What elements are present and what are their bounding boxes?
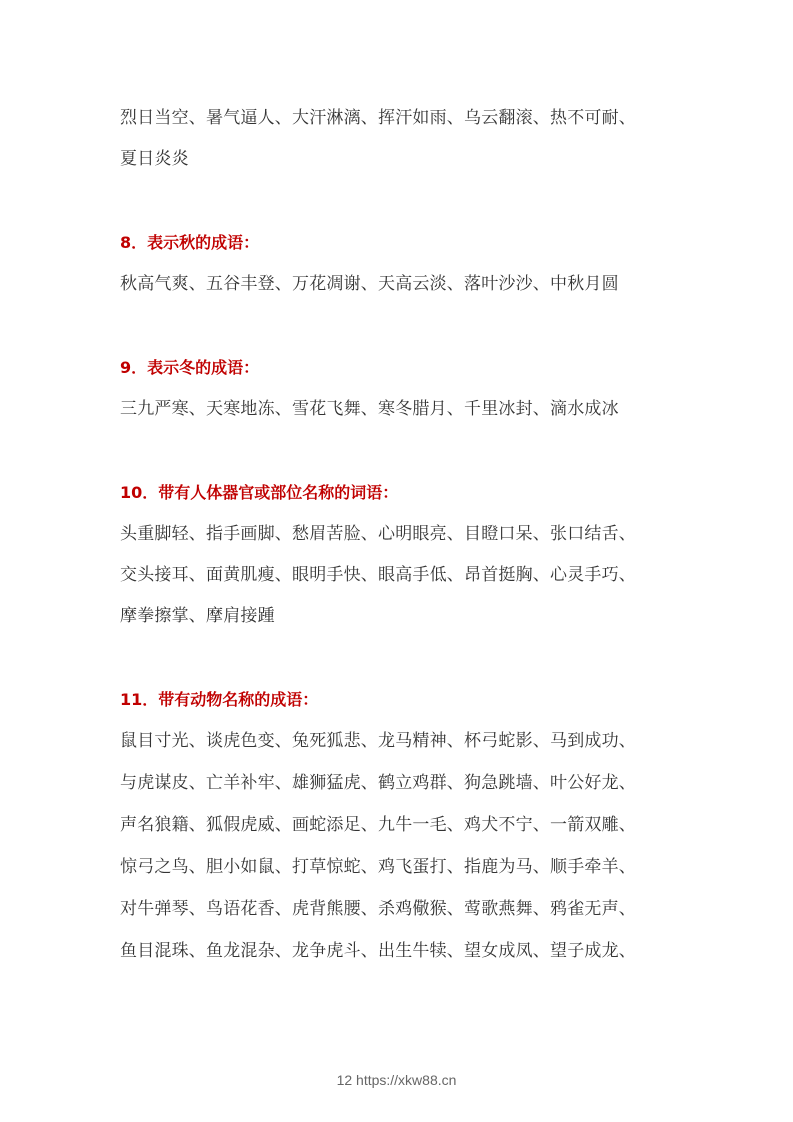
body-parts-idioms-line-2: 交头接耳、面黄肌瘦、眼明手快、眼高手低、昂首挺胸、心灵手巧、 — [120, 565, 636, 585]
section-heading-winter: 9．表示冬的成语： — [120, 358, 260, 377]
body-parts-idioms-line-1: 头重脚轻、指手画脚、愁眉苦脸、心明眼亮、目瞪口呆、张口结舌、 — [120, 524, 636, 544]
section-heading-animals: 11．带有动物名称的成语： — [120, 690, 319, 709]
winter-idioms-line-1: 三九严寒、天寒地冻、雪花飞舞、寒冬腊月、千里冰封、滴水成冰 — [120, 399, 619, 419]
section-heading-body-parts: 10．带有人体器官或部位名称的词语： — [120, 483, 399, 502]
animal-idioms-line-3: 声名狼籍、狐假虎威、画蛇添足、九牛一毛、鸡犬不宁、一箭双雕、 — [120, 815, 636, 835]
animal-idioms-line-2: 与虎谋皮、亡羊补牢、雄狮猛虎、鹤立鸡群、狗急跳墙、叶公好龙、 — [120, 773, 636, 793]
animal-idioms-line-1: 鼠目寸光、谈虎色变、兔死狐悲、龙马精神、杯弓蛇影、马到成功、 — [120, 731, 636, 751]
section-heading-autumn: 8．表示秋的成语： — [120, 233, 260, 252]
summer-idioms-line-1: 烈日当空、暑气逼人、大汗淋漓、挥汗如雨、乌云翻滚、热不可耐、 — [120, 108, 636, 128]
summer-idioms-line-2: 夏日炎炎 — [120, 149, 189, 169]
page-footer: 12 https://xkw88.cn — [336, 1072, 457, 1088]
animal-idioms-line-5: 对牛弹琴、鸟语花香、虎背熊腰、杀鸡儆猴、莺歌燕舞、鸦雀无声、 — [120, 899, 636, 919]
animal-idioms-line-4: 惊弓之鸟、胆小如鼠、打草惊蛇、鸡飞蛋打、指鹿为马、顺手牵羊、 — [120, 857, 636, 877]
animal-idioms-line-6: 鱼目混珠、鱼龙混杂、龙争虎斗、出生牛犊、望女成凤、望子成龙、 — [120, 941, 636, 961]
autumn-idioms-line-1: 秋高气爽、五谷丰登、万花凋谢、天高云淡、落叶沙沙、中秋月圆 — [120, 274, 619, 294]
body-parts-idioms-line-3: 摩拳擦掌、摩肩接踵 — [120, 606, 275, 626]
